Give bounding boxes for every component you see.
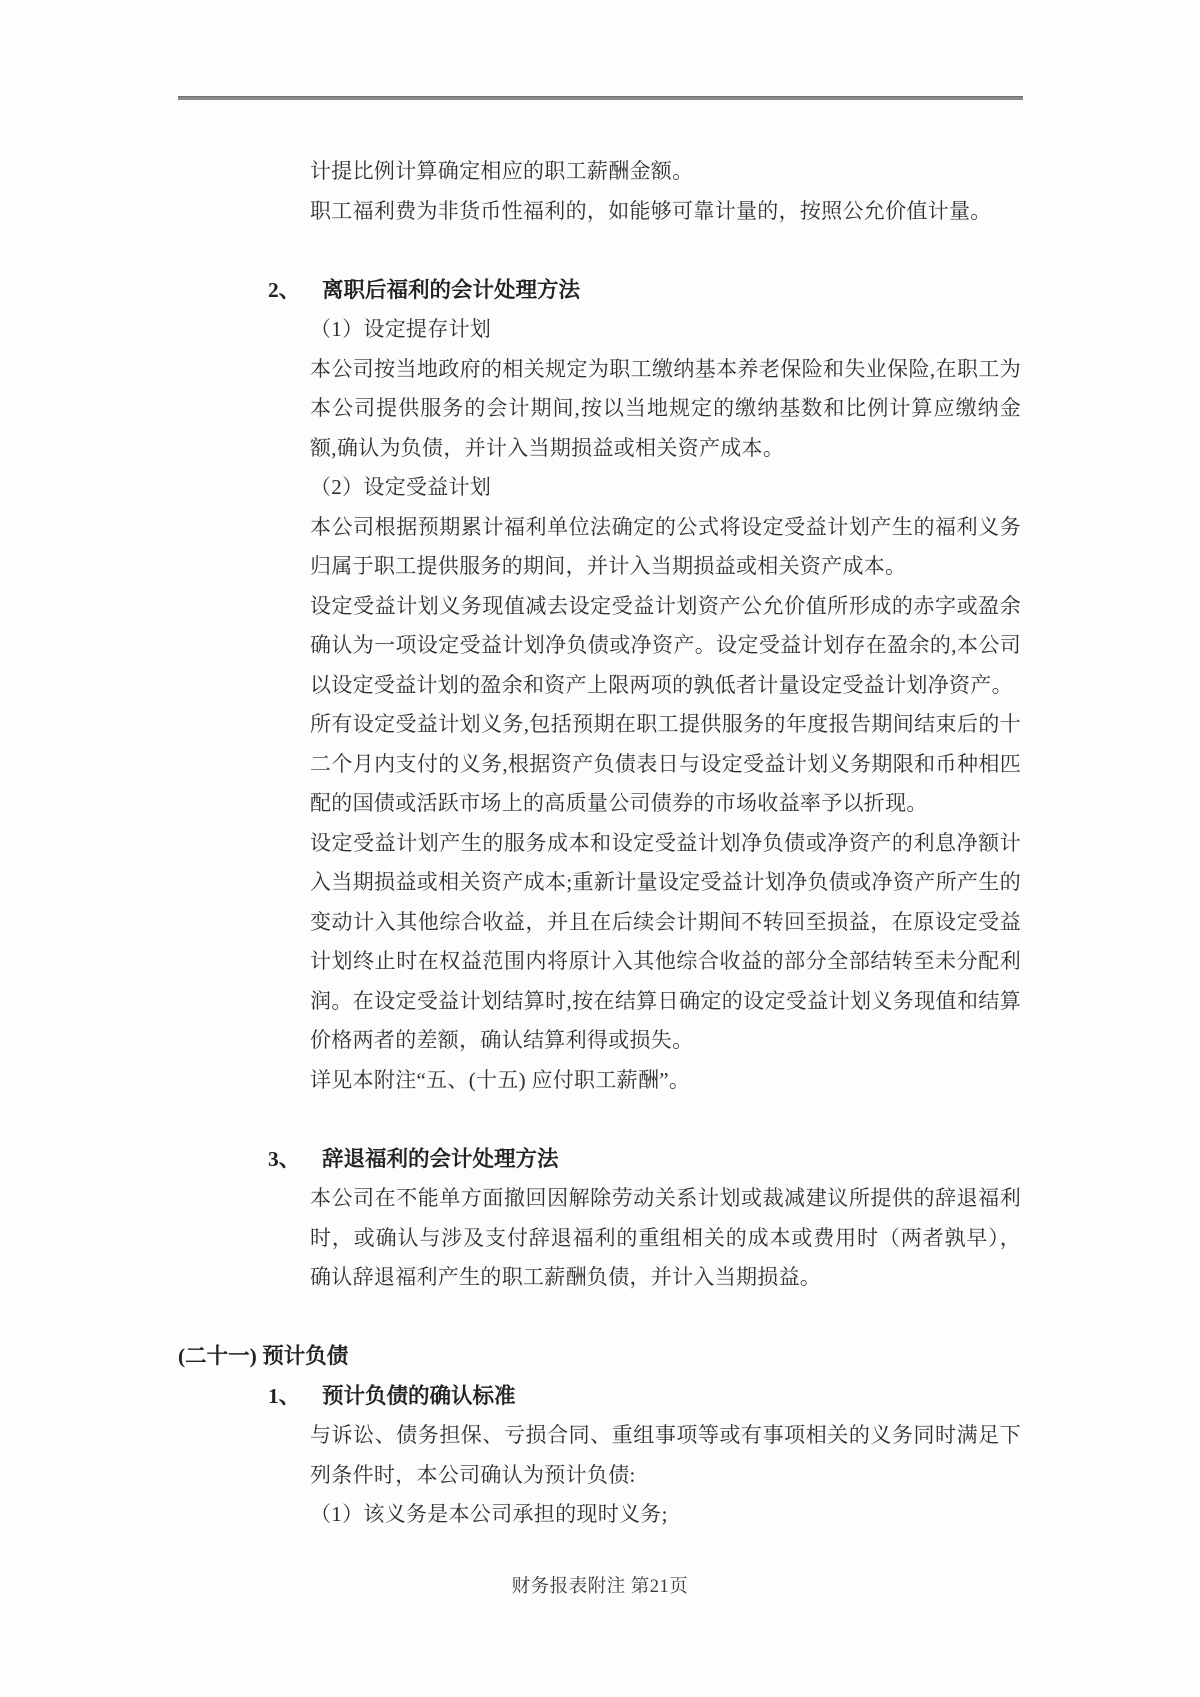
section-21-sub1-paragraph-1: 与诉讼、债务担保、亏损合同、重组事项等或有事项相关的义务同时满足下列条件时，本公司确认为预计负债:: [310, 1423, 1021, 1487]
page-content: [0, 152, 1200, 1535]
section-21-heading: [178, 1337, 1200, 1377]
section-2-subheading-1: （1）设定提存计划: [310, 317, 492, 341]
header-rule: [178, 96, 1023, 100]
carryover-paragraph-2: 职工福利费为非货币性福利的，如能够可靠计量的，按照公允价值计量。: [310, 198, 992, 223]
section-2-note-reference: 详见本附注“五、(十五) 应付职工薪酬”。: [310, 1067, 691, 1092]
section-3-heading: [268, 1140, 1200, 1180]
section-21-title: 预计负债: [262, 1344, 349, 1368]
section-3-title: 辞退福利的会计处理方法: [322, 1146, 559, 1171]
section-3-number: 3、: [268, 1146, 301, 1171]
section-2-paragraph-5: 设定受益计划产生的服务成本和设定受益计划净负债或净资产的利息净额计入当期损益或相关资产成本;重新计量设定受益计划净负债或净资产所产生的变动计入其他综合收益，并且在后续会计期间不转回至损益，在原设定受益计划终止时在权益范围内将原计入其他综合收益的部分全部结转至未分配利润。在设定受益计划结算时,按在结算日确定的设定受益计划义务现值和结算价格两者的差额，确认结算利得或损失。: [310, 830, 1021, 1052]
section-21-sub1-paragraph-2: （1）该义务是本公司承担的现时义务;: [310, 1502, 668, 1526]
section-2-title: 离职后福利的会计处理方法: [322, 277, 581, 302]
page-footer: 财务报表附注 第21页: [511, 1577, 689, 1597]
section-2-paragraph-4: 所有设定受益计划义务,包括预期在职工提供服务的年度报告期间结束后的十二个月内支付的义务,根据资产负债表日与设定受益计划义务期限和币种相匹配的国债或活跃市场上的高质量公司债券的市场收益率予以折现。: [310, 712, 1021, 815]
section-2-paragraph-1: 本公司按当地政府的相关规定为职工缴纳基本养老保险和失业保险,在职工为本公司提供服务的会计期间,按以当地规定的缴纳基数和比例计算应缴纳金额,确认为负债，并计入当期损益或相关资产成本。: [310, 356, 1021, 460]
section-21-sub1-number: 1、: [268, 1383, 301, 1408]
section-21-label: (二十一): [178, 1344, 257, 1368]
section-2-paragraph-3: 设定受益计划义务现值减去设定受益计划资产公允价值所形成的赤字或盈余确认为一项设定受益计划净负债或净资产。设定受益计划存在盈余的,本公司以设定受益计划的盈余和资产上限两项的孰低者计量设定受益计划净资产。: [310, 593, 1021, 697]
section-2-heading: [268, 271, 1200, 311]
carryover-paragraph-1: 计提比例计算确定相应的职工薪酬金额。: [310, 159, 694, 183]
section-2-number: 2、: [268, 277, 301, 302]
section-21-sub1-title: 预计负债的确认标准: [322, 1383, 516, 1408]
section-2-paragraph-2: 本公司根据预期累计福利单位法确定的公式将设定受益计划产生的福利义务归属于职工提供服务的期间，并计入当期损益或相关资产成本。: [310, 514, 1021, 578]
section-2-subheading-2: （2）设定受益计划: [310, 475, 492, 499]
section-3-paragraph-1: 本公司在不能单方面撤回因解除劳动关系计划或裁减建议所提供的辞退福利时，或确认与涉及支付辞退福利的重组相关的成本或费用时（两者孰早），确认辞退福利产生的职工薪酬负债，并计入当期损益。: [310, 1186, 1021, 1289]
section-21-sub1-heading: [268, 1377, 1200, 1417]
